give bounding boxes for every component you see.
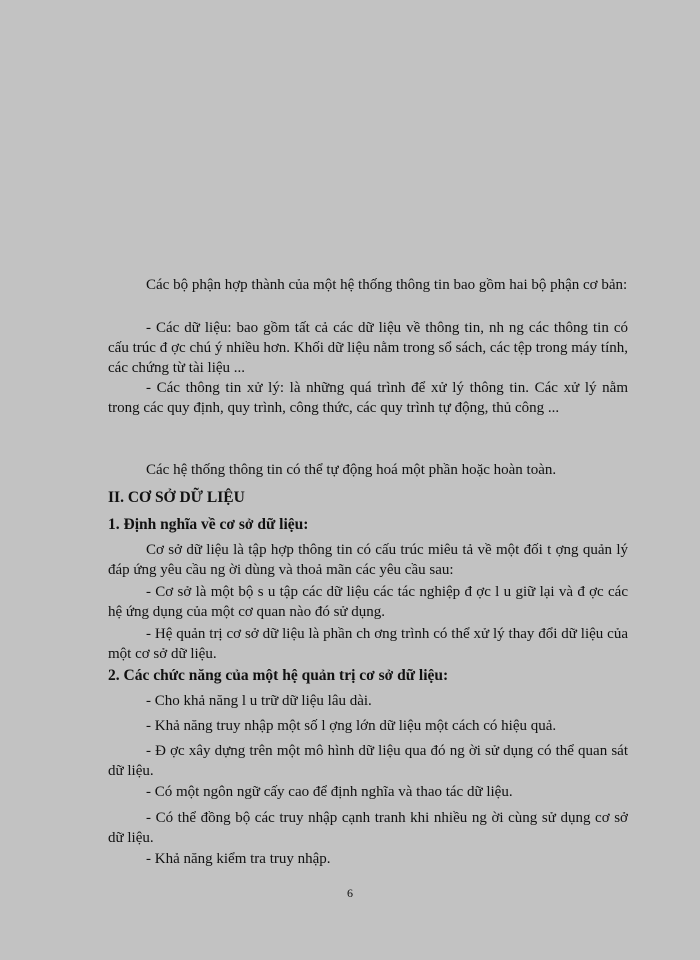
list-item: - Đ ợc xây dựng trên một mô hình dữ liệu qua đó ng ời sử dụng có thể quan sát dữ liệu.: [108, 743, 628, 779]
page-number: 6: [347, 886, 353, 900]
paragraph-automation: Các hệ thống thông tin có thể tự động hoá một phần hoặc hoàn toàn.: [146, 462, 557, 478]
paragraph-dbms: - Hệ quản trị cơ sở dữ liệu là phần ch ơng trình có thể xử lý thay đổi dữ liệu của một cơ sở dữ liệu.: [108, 626, 628, 662]
list-item: - Khả năng kiểm tra truy nhập.: [146, 851, 331, 867]
paragraph-database-collection: - Cơ sở là một bộ s u tập các dữ liệu các tác nghiệp đ ợc l u giữ lại và đ ợc các hệ ứng dụng của một cơ quan nào đó sử dụng.: [108, 584, 628, 620]
paragraph-data-item: - Các dữ liệu: bao gồm tất cả các dữ liệu về thông tin, nh ng các thông tin có cấu trúc đ ợc chú ý nhiều hơn. Khối dữ liệu nằm trong sổ sách, các tệp trong máy tính, các chứng từ tài liệu ...: [108, 320, 628, 376]
list-item: - Có một ngôn ngữ cấy cao để định nghĩa và thao tác dữ liệu.: [146, 784, 513, 800]
list-item: - Khả năng truy nhập một số l ợng lớn dữ liệu một cách có hiệu quả.: [146, 718, 557, 734]
section-title: II. CƠ SỞ DỮ LIỆU: [108, 489, 245, 506]
subsection-title-functions: 2. Các chức năng của một hệ quản trị cơ sở dữ liệu:: [108, 667, 449, 684]
subsection-title-definition: 1. Định nghĩa về cơ sở dữ liệu:: [108, 516, 309, 533]
paragraph-components-intro: Các bộ phận hợp thành của một hệ thống thông tin bao gồm hai bộ phận cơ bản:: [146, 277, 628, 293]
paragraph-definition: Cơ sở dữ liệu là tập hợp thông tin có cấu trúc miêu tả về một đối t ợng quản lý đáp ứng yêu cầu ng ời dùng và thoả mãn các yêu cầu sau:: [108, 542, 628, 578]
paragraph-processing-item: - Các thông tin xử lý: là những quá trình để xử lý thông tin. Các xử lý nằm trong các quy định, quy trình, công thức, các quy trình tự động, thủ công ...: [108, 380, 628, 416]
list-item: - Cho khả năng l u trữ dữ liệu lâu dài.: [146, 693, 372, 709]
list-item: - Có thể đồng bộ các truy nhập cạnh tranh khi nhiều ng ời cùng sử dụng cơ sở dữ liệu.: [108, 810, 628, 846]
